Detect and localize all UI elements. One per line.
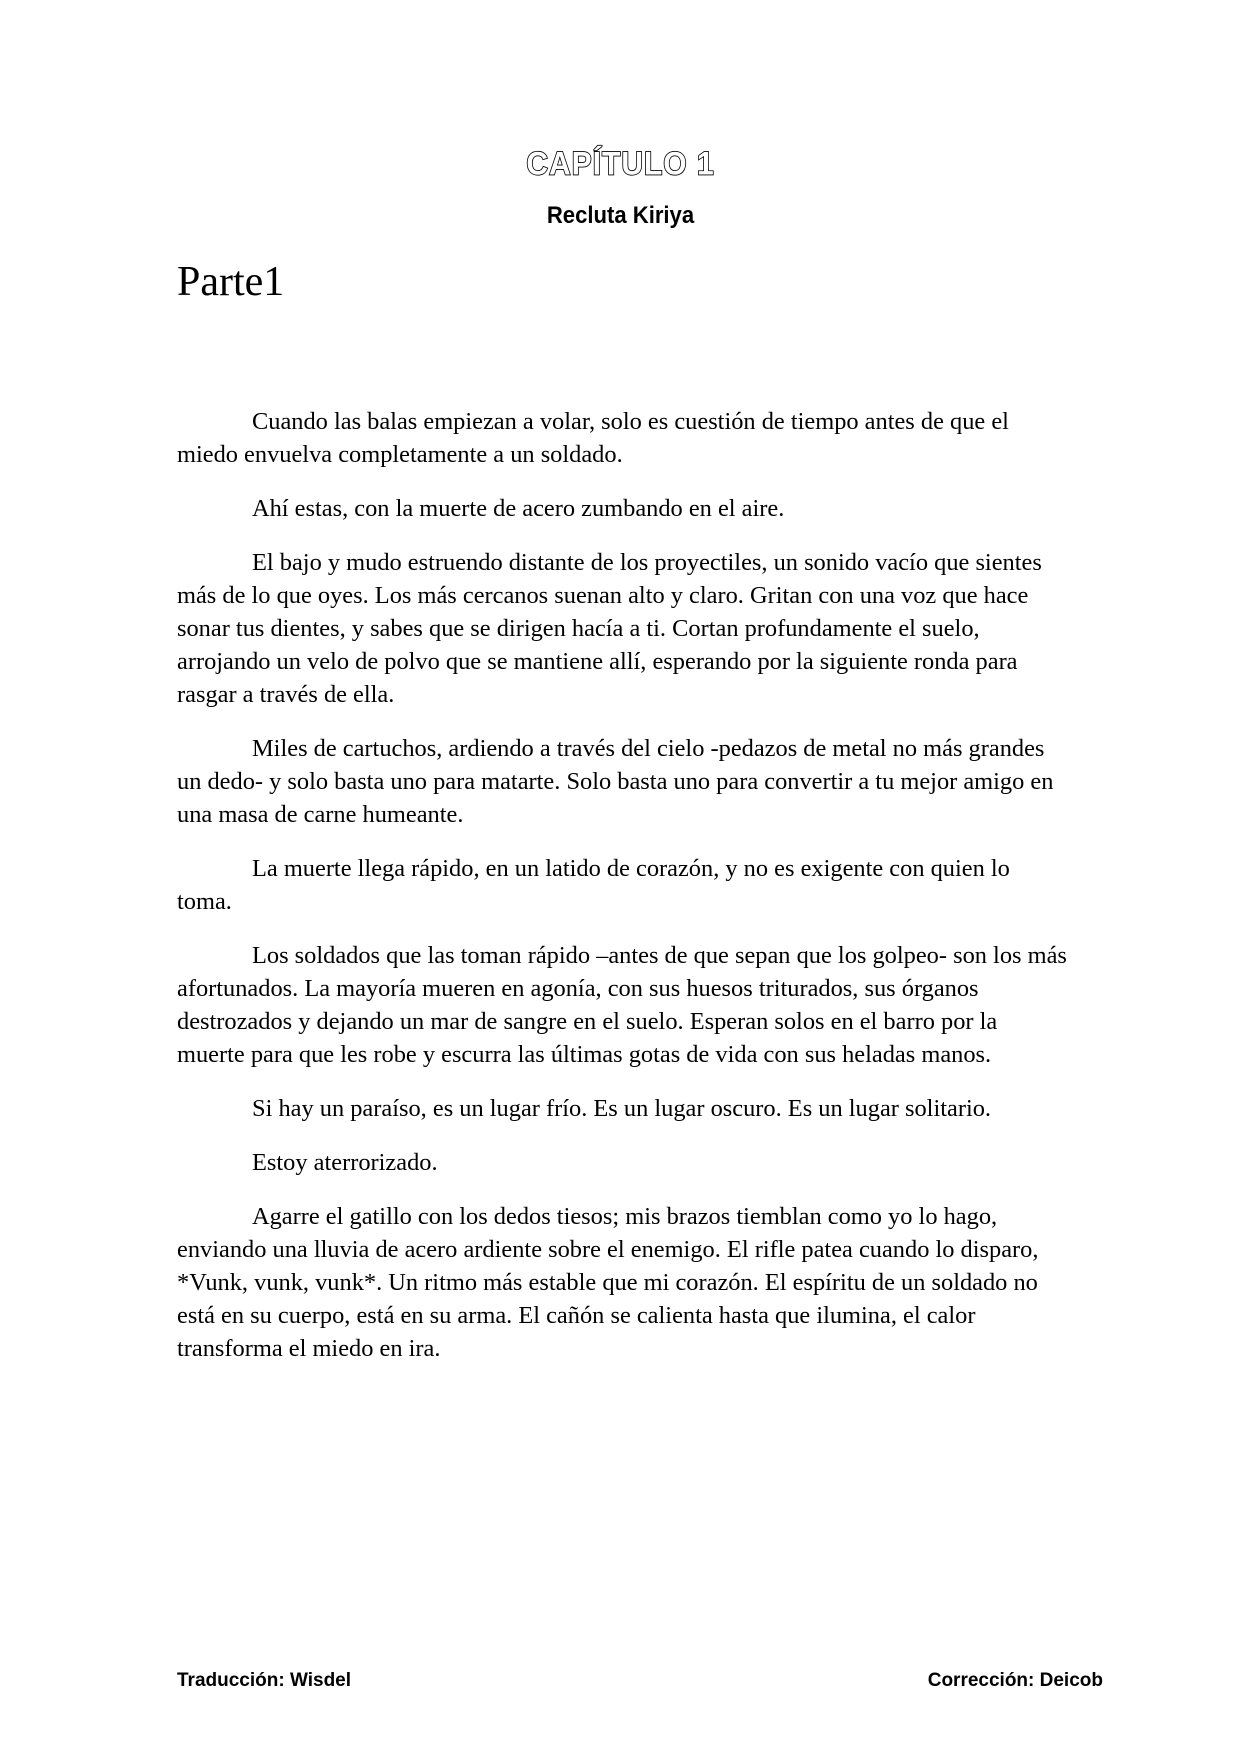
correction-credit: Corrección: Deicob	[927, 1670, 1103, 1691]
paragraph: Si hay un paraíso, es un lugar frío. Es un lugar oscuro. Es un lugar solitario.	[252, 1095, 992, 1122]
paragraph: El bajo y mudo estruendo distante de los proyectiles, un sonido vacío que sientes más de lo que oyes. Los más cercanos suenan alto y claro. Gritan con una voz que hace sonar tus dientes, y sabes que se dirigen hacía a ti. Cortan profundamente el suelo, arrojando un velo de polvo que se mantiene allí, esperando por la siguiente ronda para rasgar a través de ella.	[177, 549, 1042, 708]
paragraph: Ahí estas, con la muerte de acero zumbando en el aire.	[252, 495, 785, 522]
paragraph: Agarre el gatillo con los dedos tiesos; mis brazos tiemblan como yo lo hago, enviando una lluvia de acero ardiente sobre el enemigo. El rifle patea cuando lo disparo, *Vunk, vunk, vunk*. Un ritmo más estable que mi corazón. El espíritu de un soldado no está en su cuerpo, está en su arma. El cañón se calienta hasta que ilumina, el calor transforma el miedo en ira.	[177, 1203, 1039, 1362]
paragraph: Cuando las balas empiezan a volar, solo es cuestión de tiempo antes de que el miedo envuelva completamente a un soldado.	[177, 408, 1009, 468]
paragraph: Estoy aterrorizado.	[252, 1149, 438, 1176]
translation-credit: Traducción: Wisdel	[177, 1670, 352, 1691]
paragraph: Los soldados que las toman rápido –antes de que sepan que los golpeo- son los más afortunados. La mayoría mueren en agonía, con sus huesos triturados, sus órganos destrozados y dejando un mar de sangre en el suelo. Esperan solos en el barro por la muerte para que les robe y escurra las últimas gotas de vida con sus heladas manos.	[177, 942, 1067, 1068]
chapter-title: CAPÍTULO 1	[526, 146, 715, 183]
chapter-subtitle: Recluta Kiriya	[546, 202, 695, 229]
paragraph: La muerte llega rápido, en un latido de corazón, y no es exigente con quien lo toma.	[177, 855, 1010, 915]
body-text	[177, 405, 1067, 1386]
part-heading: Parte1	[177, 259, 285, 305]
paragraph: Miles de cartuchos, ardiendo a través del cielo -pedazos de metal no más grandes un dedo- y solo basta uno para matarte. Solo basta uno para convertir a tu mejor amigo en una masa de carne humeante.	[177, 735, 1054, 828]
